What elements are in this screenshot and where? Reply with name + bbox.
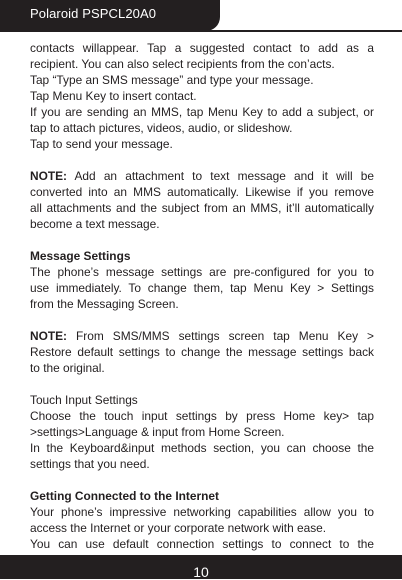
header-title: Polaroid PSPCL20A0 bbox=[30, 6, 157, 21]
note-text: Add an attachment to text message and it will be bbox=[67, 169, 374, 183]
note-text: From SMS/MMS settings screen tap Menu Key > bbox=[67, 329, 374, 343]
note-label: NOTE: bbox=[30, 169, 67, 183]
text-line: Your phone’s impressive networking capabilities allow you to bbox=[30, 505, 374, 519]
header-divider bbox=[0, 30, 402, 32]
text-line: Choose the touch input settings by press Home key> tap bbox=[30, 409, 374, 423]
paragraph-gap bbox=[30, 232, 374, 248]
note-label: NOTE: bbox=[30, 329, 67, 343]
text-line: Tap to send your message. bbox=[30, 137, 173, 151]
paragraph-gap bbox=[30, 312, 374, 328]
text-line bbox=[30, 328, 374, 344]
text-line: If you are sending an MMS, tap Menu Key to add a subject, or bbox=[30, 105, 374, 119]
paragraph-gap bbox=[30, 472, 374, 488]
text-line: become a text message. bbox=[30, 217, 160, 231]
text-line: settings that you need. bbox=[30, 457, 150, 471]
text-line: The phone’s message settings are pre-configured for you to bbox=[30, 265, 374, 279]
text-line: >settings>Language & input from Home Screen. bbox=[30, 425, 285, 439]
header-tab-corner bbox=[196, 0, 220, 31]
text-line: from the Messaging Screen. bbox=[30, 297, 179, 311]
text-line: Tap “Type an SMS message” and type your message. bbox=[30, 73, 314, 87]
text-line: Touch Input Settings bbox=[30, 393, 138, 407]
document-body bbox=[30, 40, 374, 552]
section-heading: Getting Connected to the Internet bbox=[30, 489, 219, 503]
text-line: access the Internet or your corporate network with ease. bbox=[30, 521, 327, 535]
text-line: You can use default connection settings to connect to the bbox=[30, 537, 374, 551]
text-line: all attachments and the subject from an MMS, it’ll automatically bbox=[30, 201, 374, 215]
text-line bbox=[30, 168, 374, 184]
text-line: contacts willappear. Tap a suggested contact to add as a bbox=[30, 41, 374, 55]
paragraph-gap bbox=[30, 152, 374, 168]
text-line: use immediately. To change them, tap Menu Key > Settings bbox=[30, 281, 374, 295]
paragraph-gap bbox=[30, 376, 374, 392]
page-header bbox=[0, 0, 402, 31]
text-line: converted into an MMS automatically. Likewise if you remove bbox=[30, 185, 374, 199]
text-line: to the original. bbox=[30, 361, 105, 375]
text-line: Restore default settings to change the message settings back bbox=[30, 345, 374, 359]
section-heading: Message Settings bbox=[30, 249, 131, 263]
text-line: tap to attach pictures, videos, audio, or slideshow. bbox=[30, 121, 293, 135]
text-line: Tap Menu Key to insert contact. bbox=[30, 89, 197, 103]
page-number: 10 bbox=[193, 564, 209, 580]
text-line: In the Keyboard&input methods section, you can choose the bbox=[30, 441, 374, 455]
text-line: recipient. You can also select recipients from the con’acts. bbox=[30, 57, 335, 71]
